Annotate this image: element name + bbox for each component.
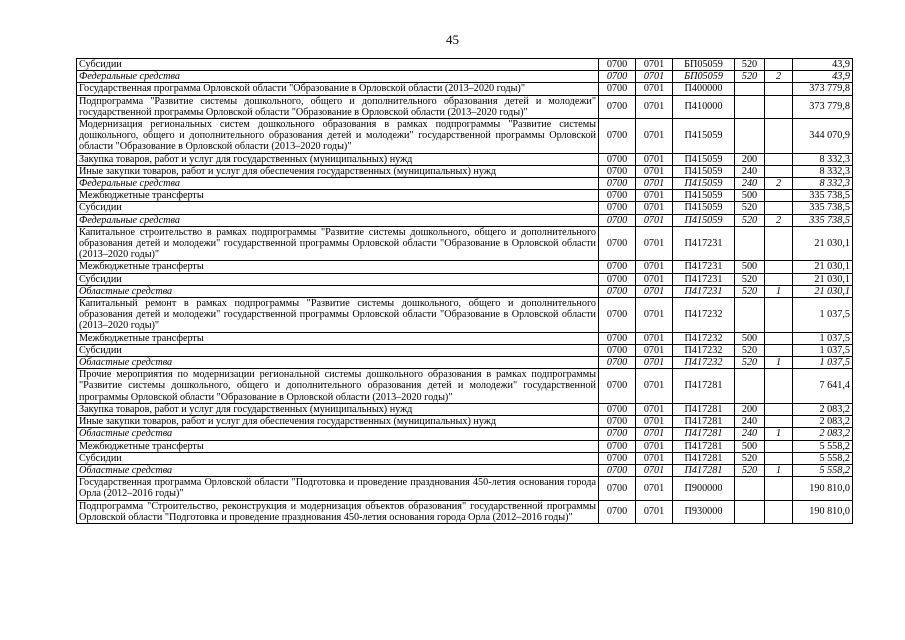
expense-group-cell xyxy=(735,500,765,523)
section-code-cell: 0700 xyxy=(599,452,636,464)
table-row xyxy=(77,332,853,344)
target-article-cell: П417281 xyxy=(673,369,735,404)
target-article-cell: П417281 xyxy=(673,416,735,428)
expense-group-cell: 240 xyxy=(735,178,765,190)
expense-subgroup-cell: 2 xyxy=(765,71,793,83)
expense-group-cell: 520 xyxy=(735,464,765,476)
amount-cell: 5 558,2 xyxy=(793,452,853,464)
target-article-cell: БП05059 xyxy=(673,59,735,71)
table-row xyxy=(77,71,853,83)
table-row xyxy=(77,428,853,440)
amount-cell: 190 810,0 xyxy=(793,477,853,500)
expense-subgroup-cell: 1 xyxy=(765,428,793,440)
amount-cell: 21 030,1 xyxy=(793,273,853,285)
target-article-cell: П415059 xyxy=(673,119,735,154)
subsection-code-cell: 0701 xyxy=(636,95,673,118)
subsection-code-cell: 0701 xyxy=(636,226,673,261)
target-article-cell: П415059 xyxy=(673,178,735,190)
section-code-cell: 0700 xyxy=(599,178,636,190)
subsection-code-cell: 0701 xyxy=(636,369,673,404)
subsection-code-cell: 0701 xyxy=(636,153,673,165)
expense-group-cell xyxy=(735,369,765,404)
expense-group-cell xyxy=(735,298,765,333)
amount-cell: 7 641,4 xyxy=(793,369,853,404)
amount-cell: 373 779,8 xyxy=(793,83,853,95)
row-name-cell: Областные средства xyxy=(77,464,599,476)
amount-cell: 335 738,5 xyxy=(793,202,853,214)
expense-subgroup-cell: 1 xyxy=(765,357,793,369)
table-row xyxy=(77,83,853,95)
amount-cell: 1 037,5 xyxy=(793,298,853,333)
section-code-cell: 0700 xyxy=(599,95,636,118)
section-code-cell: 0700 xyxy=(599,119,636,154)
page-number: 45 xyxy=(446,32,459,47)
subsection-code-cell: 0701 xyxy=(636,261,673,273)
expense-group-cell xyxy=(735,226,765,261)
subsection-code-cell: 0701 xyxy=(636,403,673,415)
target-article-cell: П417232 xyxy=(673,332,735,344)
table-row xyxy=(77,214,853,226)
row-name-cell: Субсидии xyxy=(77,344,599,356)
expense-subgroup-cell: 1 xyxy=(765,464,793,476)
section-code-cell: 0700 xyxy=(599,403,636,415)
amount-cell: 373 779,8 xyxy=(793,95,853,118)
section-code-cell: 0700 xyxy=(599,440,636,452)
row-name-cell: Прочие мероприятия по модернизации региональной системы дошкольного образования в рамках подпрограммы "Развитие системы дошкольного, общего и дополнительного образования детей и молодежи" государственной программы Орловской области "Образование в Орловской области (2013–2020 годы)" xyxy=(77,369,599,404)
section-code-cell: 0700 xyxy=(599,344,636,356)
table-row xyxy=(77,452,853,464)
table-row xyxy=(77,403,853,415)
subsection-code-cell: 0701 xyxy=(636,428,673,440)
row-name-cell: Закупка товаров, работ и услуг для государственных (муниципальных) нужд xyxy=(77,403,599,415)
row-name-cell: Капитальное строительство в рамках подпрограммы "Развитие системы дошкольного, общего и дополнительного образования детей и молодежи" государственной программы Орловской области "Образование в Орловской области (2013–2020 годы)" xyxy=(77,226,599,261)
target-article-cell: П900000 xyxy=(673,477,735,500)
subsection-code-cell: 0701 xyxy=(636,83,673,95)
section-code-cell: 0700 xyxy=(599,285,636,297)
row-name-cell: Областные средства xyxy=(77,285,599,297)
subsection-code-cell: 0701 xyxy=(636,273,673,285)
row-name-cell: Подпрограмма "Развитие системы дошкольного, общего и дополнительного образования детей и молодежи" государственной программы Орловской области "Образование в Орловской области (2013–2020 годы)" xyxy=(77,95,599,118)
subsection-code-cell: 0701 xyxy=(636,464,673,476)
budget-table xyxy=(76,58,853,524)
expense-group-cell: 240 xyxy=(735,428,765,440)
expense-group-cell: 520 xyxy=(735,452,765,464)
table-row xyxy=(77,357,853,369)
subsection-code-cell: 0701 xyxy=(636,285,673,297)
table-row xyxy=(77,190,853,202)
expense-group-cell: 520 xyxy=(735,344,765,356)
expense-subgroup-cell xyxy=(765,332,793,344)
section-code-cell: 0700 xyxy=(599,190,636,202)
subsection-code-cell: 0701 xyxy=(636,416,673,428)
table-row xyxy=(77,416,853,428)
subsection-code-cell: 0701 xyxy=(636,214,673,226)
row-name-cell: Модернизация региональных систем дошкольного образования в рамках подпрограммы "Развитие системы дошкольного, общего и дополнительного образования детей и молодежи" государственной программы Орловской области "Образование в Орловской области (2013–2020 годы)" xyxy=(77,119,599,154)
expense-subgroup-cell xyxy=(765,500,793,523)
section-code-cell: 0700 xyxy=(599,165,636,177)
table-row xyxy=(77,95,853,118)
expense-subgroup-cell xyxy=(765,298,793,333)
expense-subgroup-cell xyxy=(765,153,793,165)
subsection-code-cell: 0701 xyxy=(636,332,673,344)
section-code-cell: 0700 xyxy=(599,357,636,369)
expense-subgroup-cell xyxy=(765,59,793,71)
expense-group-cell: 520 xyxy=(735,214,765,226)
target-article-cell: П417281 xyxy=(673,464,735,476)
row-name-cell: Иные закупки товаров, работ и услуг для обеспечения государственных (муниципальных) нужд xyxy=(77,416,599,428)
expense-subgroup-cell xyxy=(765,369,793,404)
subsection-code-cell: 0701 xyxy=(636,452,673,464)
row-name-cell: Субсидии xyxy=(77,202,599,214)
section-code-cell: 0700 xyxy=(599,202,636,214)
subsection-code-cell: 0701 xyxy=(636,344,673,356)
table-row xyxy=(77,369,853,404)
table-row xyxy=(77,165,853,177)
table-row xyxy=(77,477,853,500)
target-article-cell: П415059 xyxy=(673,165,735,177)
expense-group-cell: 520 xyxy=(735,71,765,83)
expense-subgroup-cell xyxy=(765,440,793,452)
amount-cell: 21 030,1 xyxy=(793,226,853,261)
amount-cell: 8 332,3 xyxy=(793,165,853,177)
amount-cell: 190 810,0 xyxy=(793,500,853,523)
section-code-cell: 0700 xyxy=(599,464,636,476)
expense-subgroup-cell: 2 xyxy=(765,214,793,226)
expense-group-cell xyxy=(735,119,765,154)
subsection-code-cell: 0701 xyxy=(636,165,673,177)
target-article-cell: П930000 xyxy=(673,500,735,523)
expense-group-cell xyxy=(735,95,765,118)
target-article-cell: П417231 xyxy=(673,273,735,285)
amount-cell: 5 558,2 xyxy=(793,440,853,452)
table-body xyxy=(77,59,853,524)
section-code-cell: 0700 xyxy=(599,500,636,523)
section-code-cell: 0700 xyxy=(599,153,636,165)
amount-cell: 5 558,2 xyxy=(793,464,853,476)
section-code-cell: 0700 xyxy=(599,416,636,428)
subsection-code-cell: 0701 xyxy=(636,202,673,214)
amount-cell: 43,9 xyxy=(793,59,853,71)
expense-subgroup-cell xyxy=(765,83,793,95)
expense-subgroup-cell: 2 xyxy=(765,178,793,190)
subsection-code-cell: 0701 xyxy=(636,440,673,452)
expense-group-cell: 520 xyxy=(735,357,765,369)
target-article-cell: П415059 xyxy=(673,190,735,202)
expense-subgroup-cell xyxy=(765,226,793,261)
expense-subgroup-cell xyxy=(765,261,793,273)
expense-subgroup-cell xyxy=(765,273,793,285)
expense-group-cell: 500 xyxy=(735,332,765,344)
expense-subgroup-cell: 1 xyxy=(765,285,793,297)
amount-cell: 2 083,2 xyxy=(793,403,853,415)
expense-subgroup-cell xyxy=(765,403,793,415)
section-code-cell: 0700 xyxy=(599,83,636,95)
section-code-cell: 0700 xyxy=(599,71,636,83)
row-name-cell: Межбюджетные трансферты xyxy=(77,190,599,202)
table-row xyxy=(77,464,853,476)
row-name-cell: Закупка товаров, работ и услуг для государственных (муниципальных) нужд xyxy=(77,153,599,165)
expense-subgroup-cell xyxy=(765,119,793,154)
subsection-code-cell: 0701 xyxy=(636,59,673,71)
table-row xyxy=(77,440,853,452)
table-row xyxy=(77,298,853,333)
amount-cell: 2 083,2 xyxy=(793,416,853,428)
section-code-cell: 0700 xyxy=(599,273,636,285)
amount-cell: 1 037,5 xyxy=(793,344,853,356)
expense-group-cell xyxy=(735,477,765,500)
row-name-cell: Подпрограмма "Строительство, реконструкция и модернизация объектов образования" государственной программы Орловской области "Подготовка и проведение празднования 450-летия основания города Орла (2012–2016 годы)" xyxy=(77,500,599,523)
amount-cell: 344 070,9 xyxy=(793,119,853,154)
target-article-cell: П417281 xyxy=(673,428,735,440)
expense-group-cell: 520 xyxy=(735,285,765,297)
row-name-cell: Федеральные средства xyxy=(77,71,599,83)
subsection-code-cell: 0701 xyxy=(636,190,673,202)
expense-subgroup-cell xyxy=(765,416,793,428)
amount-cell: 335 738,5 xyxy=(793,214,853,226)
table-row xyxy=(77,226,853,261)
target-article-cell: П400000 xyxy=(673,83,735,95)
expense-subgroup-cell xyxy=(765,477,793,500)
target-article-cell: П415059 xyxy=(673,202,735,214)
section-code-cell: 0700 xyxy=(599,261,636,273)
row-name-cell: Федеральные средства xyxy=(77,178,599,190)
row-name-cell: Иные закупки товаров, работ и услуг для обеспечения государственных (муниципальных) нужд xyxy=(77,165,599,177)
section-code-cell: 0700 xyxy=(599,428,636,440)
subsection-code-cell: 0701 xyxy=(636,178,673,190)
section-code-cell: 0700 xyxy=(599,298,636,333)
target-article-cell: П417281 xyxy=(673,440,735,452)
amount-cell: 8 332,3 xyxy=(793,153,853,165)
row-name-cell: Субсидии xyxy=(77,452,599,464)
expense-group-cell: 240 xyxy=(735,416,765,428)
amount-cell: 2 083,2 xyxy=(793,428,853,440)
amount-cell: 1 037,5 xyxy=(793,357,853,369)
section-code-cell: 0700 xyxy=(599,214,636,226)
expense-group-cell: 520 xyxy=(735,273,765,285)
expense-subgroup-cell xyxy=(765,344,793,356)
table-row xyxy=(77,285,853,297)
row-name-cell: Межбюджетные трансферты xyxy=(77,440,599,452)
expense-group-cell xyxy=(735,83,765,95)
target-article-cell: П417231 xyxy=(673,261,735,273)
subsection-code-cell: 0701 xyxy=(636,500,673,523)
subsection-code-cell: 0701 xyxy=(636,357,673,369)
row-name-cell: Областные средства xyxy=(77,428,599,440)
subsection-code-cell: 0701 xyxy=(636,298,673,333)
subsection-code-cell: 0701 xyxy=(636,71,673,83)
row-name-cell: Государственная программа Орловской области "Образование в Орловской области (2013–2020 годы)" xyxy=(77,83,599,95)
row-name-cell: Субсидии xyxy=(77,59,599,71)
expense-group-cell: 240 xyxy=(735,165,765,177)
row-name-cell: Межбюджетные трансферты xyxy=(77,332,599,344)
row-name-cell: Капитальный ремонт в рамках подпрограммы "Развитие системы дошкольного, общего и дополнительного образования детей и молодежи" государственной программы Орловской области "Образование в Орловской области (2013–2020 годы)" xyxy=(77,298,599,333)
amount-cell: 43,9 xyxy=(793,71,853,83)
expense-group-cell: 200 xyxy=(735,403,765,415)
subsection-code-cell: 0701 xyxy=(636,119,673,154)
expense-group-cell: 200 xyxy=(735,153,765,165)
table-row xyxy=(77,500,853,523)
expense-subgroup-cell xyxy=(765,452,793,464)
target-article-cell: П415059 xyxy=(673,214,735,226)
section-code-cell: 0700 xyxy=(599,59,636,71)
expense-subgroup-cell xyxy=(765,190,793,202)
row-name-cell: Субсидии xyxy=(77,273,599,285)
expense-subgroup-cell xyxy=(765,95,793,118)
expense-group-cell: 520 xyxy=(735,59,765,71)
target-article-cell: П415059 xyxy=(673,153,735,165)
expense-subgroup-cell xyxy=(765,202,793,214)
expense-group-cell: 500 xyxy=(735,261,765,273)
target-article-cell: П410000 xyxy=(673,95,735,118)
amount-cell: 335 738,5 xyxy=(793,190,853,202)
row-name-cell: Государственная программа Орловской области "Подготовка и проведение празднования 450-летия основания города Орла (2012–2016 годы)" xyxy=(77,477,599,500)
table-row xyxy=(77,178,853,190)
amount-cell: 21 030,1 xyxy=(793,285,853,297)
row-name-cell: Областные средства xyxy=(77,357,599,369)
amount-cell: 1 037,5 xyxy=(793,332,853,344)
target-article-cell: П417232 xyxy=(673,344,735,356)
target-article-cell: П417231 xyxy=(673,226,735,261)
amount-cell: 21 030,1 xyxy=(793,261,853,273)
table-row xyxy=(77,59,853,71)
table-row xyxy=(77,119,853,154)
section-code-cell: 0700 xyxy=(599,477,636,500)
table-row xyxy=(77,261,853,273)
table-row xyxy=(77,202,853,214)
expense-group-cell: 500 xyxy=(735,190,765,202)
section-code-cell: 0700 xyxy=(599,226,636,261)
section-code-cell: 0700 xyxy=(599,369,636,404)
subsection-code-cell: 0701 xyxy=(636,477,673,500)
row-name-cell: Федеральные средства xyxy=(77,214,599,226)
table-row xyxy=(77,153,853,165)
expense-subgroup-cell xyxy=(765,165,793,177)
target-article-cell: П417232 xyxy=(673,357,735,369)
target-article-cell: П417281 xyxy=(673,403,735,415)
amount-cell: 8 332,3 xyxy=(793,178,853,190)
target-article-cell: БП05059 xyxy=(673,71,735,83)
table-row xyxy=(77,273,853,285)
target-article-cell: П417231 xyxy=(673,285,735,297)
expense-group-cell: 500 xyxy=(735,440,765,452)
section-code-cell: 0700 xyxy=(599,332,636,344)
table-row xyxy=(77,344,853,356)
target-article-cell: П417232 xyxy=(673,298,735,333)
row-name-cell: Межбюджетные трансферты xyxy=(77,261,599,273)
target-article-cell: П417281 xyxy=(673,452,735,464)
expense-group-cell: 520 xyxy=(735,202,765,214)
